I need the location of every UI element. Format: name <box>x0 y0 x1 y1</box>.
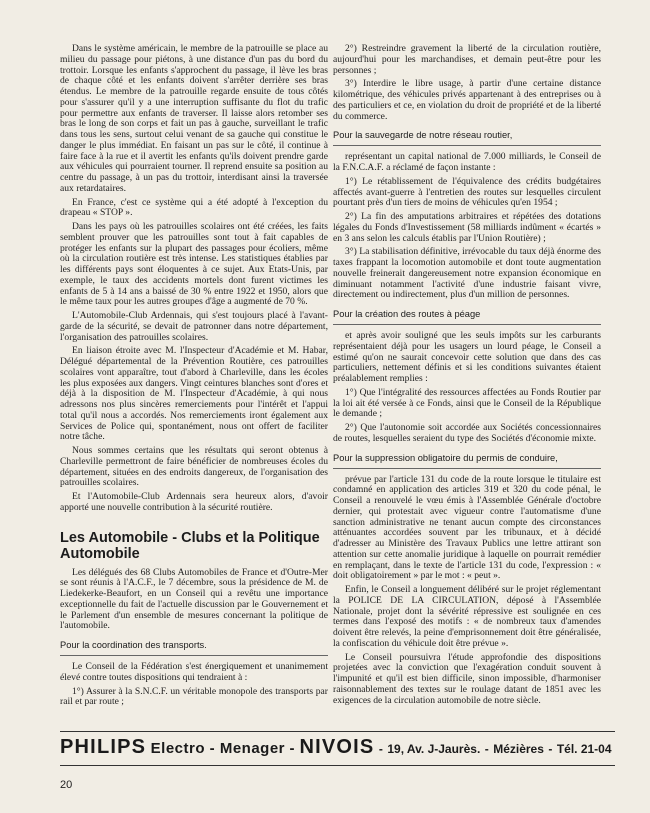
left-paragraph-5: En liaison étroite avec M. l'Inspecteur d'Académie et M. Habar, Délégué départemental de la Prévention Routière, ces patrouilles scolaires vont apparaître, tout d'abord à Charleville, dans les écoles les plus exposées aux dangers. Vingt ceintures blanches sont d'ores et déjà à la disposition de M. l'Inspecteur d'Académie, à qui nous adressons nos plus sincères remerciements pour l'intérêt et l'appui total qu'il nous a accordés. Nos remerciements iront également aux Services de Police qui, spontanément, nous ont offert de faciliter notre tâche. <box>60 345 328 443</box>
ad-brand: PHILIPS <box>60 736 147 758</box>
heading-rule <box>60 655 328 656</box>
ad-separator: - <box>548 742 553 756</box>
ad-product: Electro - Menager <box>150 740 286 757</box>
left-paragraph-3: Dans les pays où les patrouilles scolaires ont été créées, les faits semblent prouver que les patrouilles sont tout à fait capables de protéger les enfants sur la plupart des passages pour écoliers, même où la circulation routière est très intense. Les statistiques établies par les différents pays sont éloquentes à ce sujet. Aux Etats-Unis, par exemple, le taux des accidents mortels dont furent victimes les enfants de 5 à 14 ans a baissé de 30 % entre 1922 et 1950, alors que le même taux pour les autres groupes d'âge a augmenté de 70 %. <box>60 221 328 308</box>
left-paragraph-7: Et l'Automobile-Club Ardennais sera heureux alors, d'avoir apporté une nouvelle contribution à la sécurité routière. <box>60 491 328 513</box>
coordination-paragraph-2: 1°) Assurer à la S.N.C.F. un véritable monopole des transports par rail et par route ; <box>60 685 328 708</box>
ad-separator: - <box>289 740 295 757</box>
permis-paragraph-2: Enfin, le Conseil a longuement délibéré sur le projet réglementant la POLICE DE LA CIRCULATION, déposé à l'Assemblée Nationale, projet dont la sévérité répressive est soulignée en ces termes dans l'exposé des motifs : « de nombreux taux d'amendes doivent être relevés, la peine d'emprisonnement doit être généralisée, la confiscation du véhicule doit être prévue ». <box>333 584 601 649</box>
left-column <box>60 44 328 711</box>
right-paragraph-2: 3°) Interdire le libre usage, à partir d'une certaine distance kilométrique, des véhicules privés appartenant à des entreprises ou à des particuliers et ce, en violation du droit de propriété et de la liberté du commerce. <box>333 78 601 122</box>
reseau-paragraph-4: 3°) La stabilisation définitive, irrévocable du taux déjà énorme des taxes frappant la locomotion automobile et dont toute augmentation nouvelle freinerait dangereusement notre expansion économique en diminuant notamment l'activité d'une industrie faisant vivre, directement ou indirectement, plus d'un million de personnes. <box>333 246 601 301</box>
ad-phone: Tél. 21-04 <box>556 742 612 756</box>
peage-paragraph-3: 2°) Que l'autonomie soit accordée aux Sociétés concessionnaires de routes, lesquelles seraient du type des Sociétés d'économie mixte. <box>333 422 601 444</box>
coordination-paragraph-1: Le Conseil de la Fédération s'est énergiquement et unanimement élevé contre toutes dispositions qui tendraient à : <box>60 661 328 683</box>
ad-address: 19, Av. J-Jaurès. <box>387 742 481 756</box>
page-number: 20 <box>60 779 73 791</box>
ad-top-rule <box>60 731 615 732</box>
reseau-paragraph-1: représentant un capital national de 7.000 milliards, le Conseil de la F.N.C.A.F. a réclamé de façon instante : <box>333 151 601 173</box>
reseau-heading: Pour la sauvegarde de notre réseau routier, <box>333 130 513 141</box>
ad-city: Mézières <box>493 742 544 756</box>
left-paragraph-4: L'Automobile-Club Ardennais, qui s'est toujours placé à l'avant-garde de la sécurité, se devait de patronner dans notre département, l'organisation des patrouilles scolaires. <box>60 310 328 343</box>
peage-paragraph-2: 1°) Que l'intégralité des ressources affectées au Fonds Routier par la loi ait été versée à ce Fonds, ainsi que le Conseil de la République le demande ; <box>333 386 601 420</box>
ad-separator: - <box>484 742 489 756</box>
left-paragraph-6: Nous sommes certains que les résultats qui seront obtenus à Charleville permettront de faire bénéficier de nombreuses écoles du département, situées en des endroits dangereux, de l'organisation des patrouilles scolaires. <box>60 445 328 489</box>
permis-paragraph-3: Le Conseil poursuivra l'étude approfondie des dispositions projetées avec la conviction que l'exagération conduit souvent à l'impunité et qu'il est bien difficile, sinon impossible, d'harmoniser raisonnablement des textes sur le roulage datant de 1851 avec les exigences de la circulation automobile de notre siècle. <box>333 651 601 706</box>
section-intro: Les délégués des 68 Clubs Automobiles de France et d'Outre-Mer se sont réunis à l'A.C.F., le 7 décembre, sous la présidence de M. de Liedekerke-Beaufort, en un Conseil qui a revêtu une importance exceptionnelle du fait de l'actuelle discussion par le Gouvernement et le Parlement d'un ensemble de mesures concernant la politique de l'automobile. <box>60 566 328 632</box>
advertisement-banner <box>60 736 620 759</box>
ad-shop: NIVOIS <box>299 736 375 758</box>
peage-paragraph-1: et après avoir souligné que les seuls impôts sur les carburants représentaient déjà pour les usagers un lourd péage, le Conseil a estimé qu'on ne saurait concevoir cette solution que dans des cas particuliers, nettement définis et si les conditions suivantes étaient préalablement remplies : <box>333 330 601 384</box>
heading-rule <box>333 324 601 325</box>
left-paragraph-1: Dans le système américain, le membre de la patrouille se place au milieu du passage pour piétons, à une distance d'un pas du bord du trottoir. Lorsque les enfants s'approchent du passage, il lève les bras de chaque côté et les enfants doivent s'arrêter derrière ses bras étendus. Le membre de la patrouille regarde ensuite de tous côtés pour s'assurer qu'il y a une interruption suffisante du flot du trafic pour permettre aux enfants de traverser. Il laisse alors retomber ses bras le long de son corps et fait un pas à gauche, surveillant le trafic dans tous les sens, surtout celui venant de sa gauche qui constitue le danger le plus immédiat. En faisant un pas sur le côté, il continue à faire face à la rue et il avertit les enfants qu'ils doivent prendre garde aux véhicules qui pourraient tourner. Il reprend ensuite sa position au centre du passage, à un pas du trottoir, interdisant ainsi la traversée aux retardataires. <box>60 43 328 194</box>
reseau-paragraph-3: 2°) La fin des amputations arbitraires et répétées des dotations légales du Fonds d'Investissement (58 milliards indûment « écartés » en 3 ans selon les calculs établis par l'Union Routière) ; <box>333 211 601 244</box>
heading-rule <box>333 468 601 469</box>
permis-heading: Pour la suppression obligatoire du permis de conduire, <box>333 452 558 463</box>
ad-bottom-rule <box>60 765 615 766</box>
right-paragraph-1: 2°) Restreindre gravement la liberté de la circulation routière, aujourd'hui pour les marchandises, et demain peut-être pour les personnes ; <box>333 43 601 76</box>
right-column <box>333 44 601 709</box>
ad-separator: - <box>378 742 383 756</box>
reseau-paragraph-2: 1°) Le rétablissement de l'équivalence des crédits budgétaires affectés avant-guerre à l'entretien des routes sur lesquelles circulent pourtant près d'un tiers de moins de véhicules qu'en 1954 ; <box>333 175 601 209</box>
heading-rule <box>333 145 601 146</box>
coordination-heading: Pour la coordination des transports. <box>60 640 207 650</box>
permis-paragraph-1: prévue par l'article 131 du code de la route lorsque le titulaire est condamné en application des articles 319 et 320 du code pénal, le Conseil a renouvelé le vœu émis à l'Assemblée Générale d'octobre dernier, qui protestait avec vigueur contre l'automatisme d'une sanction administrative ne tenant aucun compte des circonstances atténuantes accordées souvent par les tribunaux, et à décidé d'adresser au Ministère des Travaux Publics une lettre attirant son attention sur cette anomalie juridique à laquelle on pourrait remédier en remplaçant, dans le texte de l'article 131 du code, l'expression : « doit obligatoirement » par le mot : « peut ». <box>333 473 601 582</box>
section-heading: Les Automobile - Clubs et la Politique Automobile <box>60 529 320 562</box>
left-paragraph-2: En France, c'est ce système qui a été adopté à l'exception du drapeau « STOP ». <box>60 196 328 219</box>
peage-heading: Pour la création des routes à péage <box>333 309 481 319</box>
